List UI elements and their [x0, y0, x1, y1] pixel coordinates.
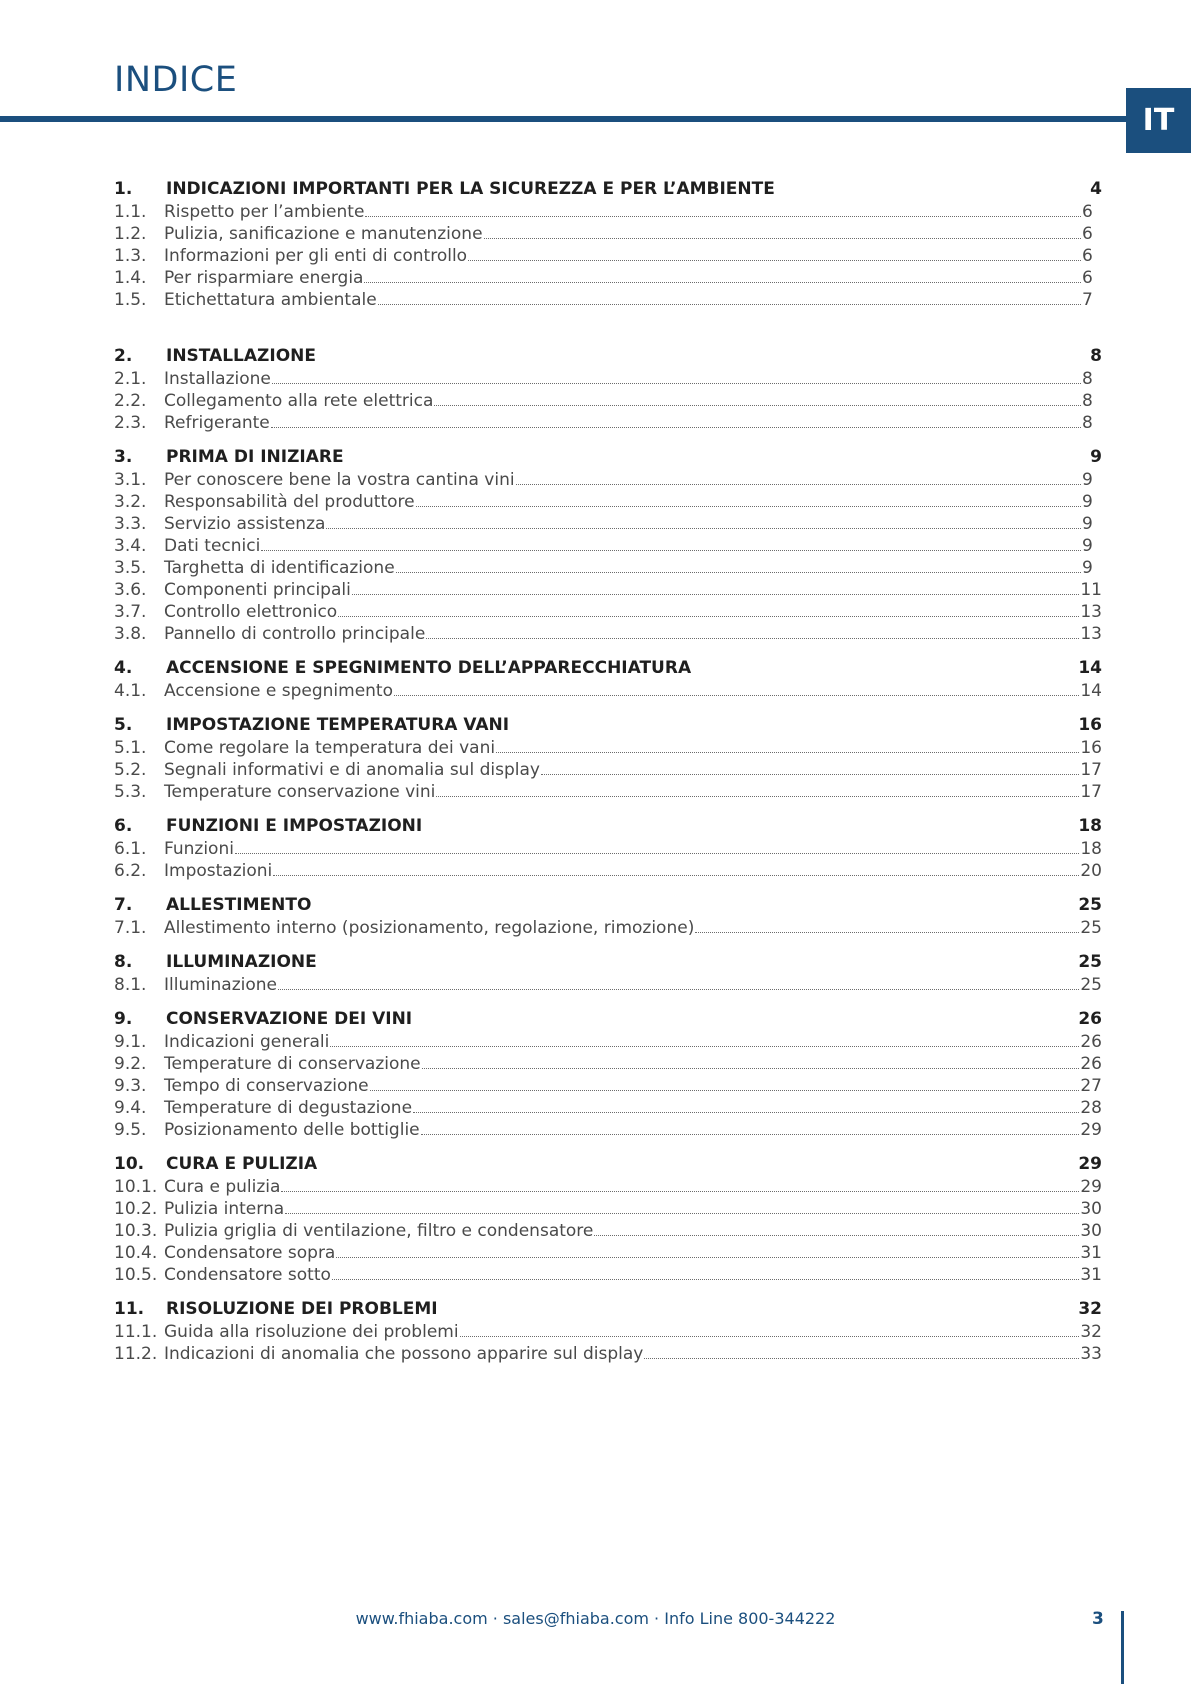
entry-page: 7 — [1082, 290, 1093, 310]
entry-title: Allestimento interno (posizionamento, regolazione, rimozione) — [164, 918, 695, 938]
chapter-page: 9 — [1090, 447, 1102, 467]
entry-number: 9.3. — [114, 1076, 147, 1096]
entry-page: 29 — [1080, 1120, 1102, 1140]
toc-entry[interactable] — [114, 245, 1102, 267]
entry-page: 6 — [1082, 246, 1093, 266]
toc-entry[interactable] — [114, 289, 1102, 311]
chapter-page: 29 — [1078, 1154, 1102, 1174]
entry-number: 3.6. — [114, 580, 147, 600]
entry-title: Come regolare la temperatura dei vani — [164, 738, 496, 758]
chapter-title: CONSERVAZIONE DEI VINI — [166, 1009, 413, 1029]
entry-number: 9.2. — [114, 1054, 147, 1074]
chapter-number: 8. — [114, 952, 133, 972]
entry-page: 30 — [1080, 1221, 1102, 1241]
entry-title: Per conoscere bene la vostra cantina vini — [164, 470, 515, 490]
entry-number: 2.2. — [114, 391, 147, 411]
entry-page: 6 — [1082, 224, 1093, 244]
dot-leader — [338, 615, 1079, 617]
toc-entry[interactable] — [114, 759, 1102, 781]
toc-chapter-heading[interactable] — [114, 1298, 1102, 1321]
entry-number: 6.1. — [114, 839, 147, 859]
entry-page: 28 — [1080, 1098, 1102, 1118]
toc-entry[interactable] — [114, 491, 1102, 513]
entry-number: 3.8. — [114, 624, 147, 644]
dot-leader — [484, 237, 1081, 239]
language-label: IT — [1142, 103, 1175, 138]
entry-page: 25 — [1080, 918, 1102, 938]
entry-number: 1.4. — [114, 268, 147, 288]
dot-leader — [271, 426, 1081, 428]
toc-chapter-heading[interactable] — [114, 894, 1102, 917]
toc-entry[interactable] — [114, 1343, 1102, 1365]
toc-chapter-heading[interactable] — [114, 951, 1102, 974]
chapter-page: 25 — [1078, 895, 1102, 915]
toc-entry[interactable] — [114, 469, 1102, 491]
toc-entry[interactable] — [114, 917, 1102, 939]
toc-entry[interactable] — [114, 680, 1102, 702]
entry-page: 20 — [1080, 861, 1102, 881]
entry-title: Dati tecnici — [164, 536, 261, 556]
dot-leader — [352, 593, 1080, 595]
entry-title: Informazioni per gli enti di controllo — [164, 246, 468, 266]
entry-number: 3.2. — [114, 492, 147, 512]
dot-leader — [278, 988, 1079, 990]
chapter-number: 4. — [114, 658, 133, 678]
entry-page: 17 — [1080, 782, 1102, 802]
entry-title: Pulizia griglia di ventilazione, filtro e condensatore — [164, 1221, 594, 1241]
entry-number: 3.7. — [114, 602, 147, 622]
entry-title: Posizionamento delle bottiglie — [164, 1120, 420, 1140]
dot-leader — [541, 773, 1079, 775]
toc-entry[interactable] — [114, 1321, 1102, 1343]
entry-title: Tempo di conservazione — [164, 1076, 369, 1096]
entry-number: 10.4. — [114, 1243, 158, 1263]
dot-leader — [496, 751, 1079, 753]
entry-title: Pulizia, sanificazione e manutenzione — [164, 224, 483, 244]
entry-number: 1.1. — [114, 202, 147, 222]
chapter-title: CURA E PULIZIA — [166, 1154, 318, 1174]
entry-title: Accensione e spegnimento — [164, 681, 393, 701]
dot-leader — [394, 694, 1079, 696]
toc-section — [114, 446, 1102, 645]
toc-chapter-heading[interactable] — [114, 1008, 1102, 1031]
entry-page: 16 — [1080, 738, 1102, 758]
table-of-contents — [114, 178, 1102, 1377]
entry-page: 8 — [1082, 413, 1093, 433]
footer-contact: www.fhiaba.com · sales@fhiaba.com · Info Line 800-344222 — [355, 1609, 836, 1628]
dot-leader — [426, 637, 1079, 639]
dot-leader — [330, 1045, 1079, 1047]
entry-title: Segnali informativi e di anomalia sul display — [164, 760, 540, 780]
toc-entry[interactable] — [114, 1242, 1102, 1264]
toc-entry[interactable] — [114, 579, 1102, 601]
chapter-title: RISOLUZIONE DEI PROBLEMI — [166, 1299, 438, 1319]
dot-leader — [422, 1067, 1080, 1069]
toc-section — [114, 345, 1102, 434]
entry-number: 6.2. — [114, 861, 147, 881]
entry-page: 32 — [1080, 1322, 1102, 1342]
dot-leader — [416, 505, 1081, 507]
entry-title: Guida alla risoluzione dei problemi — [164, 1322, 459, 1342]
toc-entry[interactable] — [114, 974, 1102, 996]
toc-entry[interactable] — [114, 557, 1102, 579]
entry-page: 9 — [1082, 470, 1093, 490]
entry-number: 10.2. — [114, 1199, 158, 1219]
dot-leader — [370, 1089, 1080, 1091]
entry-number: 10.5. — [114, 1265, 158, 1285]
entry-page: 8 — [1082, 369, 1093, 389]
toc-entry[interactable] — [114, 535, 1102, 557]
entry-title: Temperature di degustazione — [164, 1098, 413, 1118]
language-tab — [1126, 88, 1191, 153]
dot-leader — [413, 1111, 1079, 1113]
dot-leader — [460, 1335, 1080, 1337]
toc-entry[interactable] — [114, 223, 1102, 245]
entry-title: Componenti principali — [164, 580, 351, 600]
chapter-page: 32 — [1078, 1299, 1102, 1319]
dot-leader — [332, 1278, 1079, 1280]
entry-number: 11.1. — [114, 1322, 158, 1342]
entry-number: 9.5. — [114, 1120, 147, 1140]
dot-leader — [273, 874, 1079, 876]
chapter-number: 11. — [114, 1299, 145, 1319]
dot-leader — [272, 382, 1081, 384]
chapter-number: 7. — [114, 895, 133, 915]
entry-title: Pulizia interna — [164, 1199, 285, 1219]
chapter-title: ACCENSIONE E SPEGNIMENTO DELL’APPARECCHIATURA — [166, 658, 692, 678]
entry-page: 27 — [1080, 1076, 1102, 1096]
chapter-number: 6. — [114, 816, 133, 836]
dot-leader — [436, 795, 1079, 797]
dot-leader — [281, 1190, 1079, 1192]
header-rule — [0, 116, 1140, 122]
chapter-title: ILLUMINAZIONE — [166, 952, 317, 972]
toc-entry[interactable] — [114, 201, 1102, 223]
entry-page: 14 — [1080, 681, 1102, 701]
toc-entry[interactable] — [114, 781, 1102, 803]
entry-title: Condensatore sopra — [164, 1243, 336, 1263]
dot-leader — [365, 215, 1081, 217]
toc-chapter-heading[interactable] — [114, 1153, 1102, 1176]
chapter-page: 26 — [1078, 1009, 1102, 1029]
chapter-page: 8 — [1090, 346, 1102, 366]
entry-title: Pannello di controllo principale — [164, 624, 426, 644]
chapter-page: 18 — [1078, 816, 1102, 836]
chapter-title: INSTALLAZIONE — [166, 346, 316, 366]
toc-chapter-heading[interactable] — [114, 714, 1102, 737]
entry-title: Controllo elettronico — [164, 602, 338, 622]
entry-title: Indicazioni di anomalia che possono apparire sul display — [164, 1344, 644, 1364]
entry-title: Targhetta di identificazione — [164, 558, 395, 578]
toc-section — [114, 657, 1102, 702]
entry-number: 1.5. — [114, 290, 147, 310]
entry-number: 2.3. — [114, 413, 147, 433]
toc-section — [114, 894, 1102, 939]
chapter-page: 4 — [1090, 179, 1102, 199]
chapter-number: 5. — [114, 715, 133, 735]
dot-leader — [434, 404, 1081, 406]
dot-leader — [261, 549, 1081, 551]
entry-number: 2.1. — [114, 369, 147, 389]
toc-entry[interactable] — [114, 1198, 1102, 1220]
chapter-number: 10. — [114, 1154, 145, 1174]
entry-title: Collegamento alla rete elettrica — [164, 391, 434, 411]
entry-title: Servizio assistenza — [164, 514, 326, 534]
toc-entry[interactable] — [114, 737, 1102, 759]
dot-leader — [468, 259, 1081, 261]
toc-section — [114, 815, 1102, 882]
entry-number: 3.1. — [114, 470, 147, 490]
page-title: INDICE — [114, 60, 238, 100]
entry-title: Temperature di conservazione — [164, 1054, 421, 1074]
chapter-number: 2. — [114, 346, 133, 366]
chapter-title: ALLESTIMENTO — [166, 895, 312, 915]
chapter-page: 16 — [1078, 715, 1102, 735]
page-number: 3 — [1092, 1609, 1104, 1629]
chapter-page: 14 — [1078, 658, 1102, 678]
entry-page: 30 — [1080, 1199, 1102, 1219]
dot-leader — [695, 931, 1079, 933]
toc-section — [114, 178, 1102, 311]
entry-title: Refrigerante — [164, 413, 270, 433]
toc-section — [114, 714, 1102, 803]
toc-entry[interactable] — [114, 1075, 1102, 1097]
entry-page: 9 — [1082, 514, 1093, 534]
toc-section — [114, 1008, 1102, 1141]
entry-title: Cura e pulizia — [164, 1177, 281, 1197]
entry-page: 9 — [1082, 536, 1093, 556]
footer-rule — [1121, 1611, 1124, 1684]
toc-entry[interactable] — [114, 601, 1102, 623]
toc-entry[interactable] — [114, 1119, 1102, 1141]
entry-page: 6 — [1082, 202, 1093, 222]
entry-number: 1.2. — [114, 224, 147, 244]
entry-number: 7.1. — [114, 918, 147, 938]
chapter-number: 3. — [114, 447, 133, 467]
toc-entry[interactable] — [114, 1264, 1102, 1286]
chapter-title: FUNZIONI E IMPOSTAZIONI — [166, 816, 423, 836]
entry-number: 1.3. — [114, 246, 147, 266]
entry-title: Funzioni — [164, 839, 234, 859]
chapter-title: PRIMA DI INIZIARE — [166, 447, 344, 467]
entry-title: Per risparmiare energia — [164, 268, 364, 288]
toc-entry[interactable] — [114, 267, 1102, 289]
toc-section — [114, 1298, 1102, 1365]
toc-section — [114, 1153, 1102, 1286]
entry-page: 13 — [1080, 624, 1102, 644]
entry-page: 8 — [1082, 391, 1093, 411]
dot-leader — [285, 1212, 1079, 1214]
toc-entry[interactable] — [114, 623, 1102, 645]
entry-title: Condensatore sotto — [164, 1265, 331, 1285]
entry-page: 9 — [1082, 492, 1093, 512]
entry-title: Impostazioni — [164, 861, 273, 881]
dot-leader — [336, 1256, 1079, 1258]
toc-chapter-heading[interactable] — [114, 178, 1102, 201]
entry-number: 4.1. — [114, 681, 147, 701]
chapter-page: 25 — [1078, 952, 1102, 972]
entry-page: 6 — [1082, 268, 1093, 288]
entry-title: Etichettatura ambientale — [164, 290, 377, 310]
chapter-title: IMPOSTAZIONE TEMPERATURA VANI — [166, 715, 510, 735]
entry-page: 25 — [1080, 975, 1102, 995]
dot-leader — [364, 281, 1081, 283]
entry-number: 3.4. — [114, 536, 147, 556]
toc-entry[interactable] — [114, 1176, 1102, 1198]
entry-page: 26 — [1080, 1054, 1102, 1074]
entry-page: 31 — [1080, 1265, 1102, 1285]
entry-title: Rispetto per l’ambiente — [164, 202, 365, 222]
entry-page: 31 — [1080, 1243, 1102, 1263]
dot-leader — [421, 1133, 1080, 1135]
entry-number: 9.4. — [114, 1098, 147, 1118]
entry-page: 13 — [1080, 602, 1102, 622]
entry-number: 3.3. — [114, 514, 147, 534]
dot-leader — [326, 527, 1081, 529]
entry-title: Responsabilità del produttore — [164, 492, 415, 512]
entry-number: 11.2. — [114, 1344, 158, 1364]
toc-section — [114, 951, 1102, 996]
toc-entry[interactable] — [114, 390, 1102, 412]
entry-number: 8.1. — [114, 975, 147, 995]
entry-page: 29 — [1080, 1177, 1102, 1197]
toc-chapter-heading[interactable] — [114, 345, 1102, 368]
entry-title: Illuminazione — [164, 975, 277, 995]
entry-title: Installazione — [164, 369, 271, 389]
entry-number: 10.1. — [114, 1177, 158, 1197]
chapter-number: 9. — [114, 1009, 133, 1029]
toc-entry[interactable] — [114, 860, 1102, 882]
entry-page: 17 — [1080, 760, 1102, 780]
toc-chapter-heading[interactable] — [114, 815, 1102, 838]
toc-entry[interactable] — [114, 1097, 1102, 1119]
entry-page: 26 — [1080, 1032, 1102, 1052]
dot-leader — [396, 571, 1081, 573]
entry-number: 3.5. — [114, 558, 147, 578]
entry-number: 5.1. — [114, 738, 147, 758]
toc-entry[interactable] — [114, 368, 1102, 390]
dot-leader — [235, 852, 1079, 854]
toc-chapter-heading[interactable] — [114, 446, 1102, 469]
dot-leader — [594, 1234, 1079, 1236]
entry-page: 9 — [1082, 558, 1093, 578]
entry-title: Indicazioni generali — [164, 1032, 330, 1052]
dot-leader — [516, 483, 1081, 485]
toc-chapter-heading[interactable] — [114, 657, 1102, 680]
entry-page: 33 — [1080, 1344, 1102, 1364]
toc-entry[interactable] — [114, 1053, 1102, 1075]
toc-entry[interactable] — [114, 1220, 1102, 1242]
entry-number: 9.1. — [114, 1032, 147, 1052]
entry-number: 5.3. — [114, 782, 147, 802]
toc-entry[interactable] — [114, 1031, 1102, 1053]
dot-leader — [378, 303, 1081, 305]
chapter-number: 1. — [114, 179, 133, 199]
entry-number: 5.2. — [114, 760, 147, 780]
entry-number: 10.3. — [114, 1221, 158, 1241]
entry-title: Temperature conservazione vini — [164, 782, 436, 802]
entry-page: 18 — [1080, 839, 1102, 859]
dot-leader — [644, 1357, 1079, 1359]
toc-entry[interactable] — [114, 838, 1102, 860]
toc-entry[interactable] — [114, 412, 1102, 434]
chapter-title: INDICAZIONI IMPORTANTI PER LA SICUREZZA E PER L’AMBIENTE — [166, 179, 775, 199]
entry-page: 11 — [1080, 580, 1102, 600]
toc-entry[interactable] — [114, 513, 1102, 535]
